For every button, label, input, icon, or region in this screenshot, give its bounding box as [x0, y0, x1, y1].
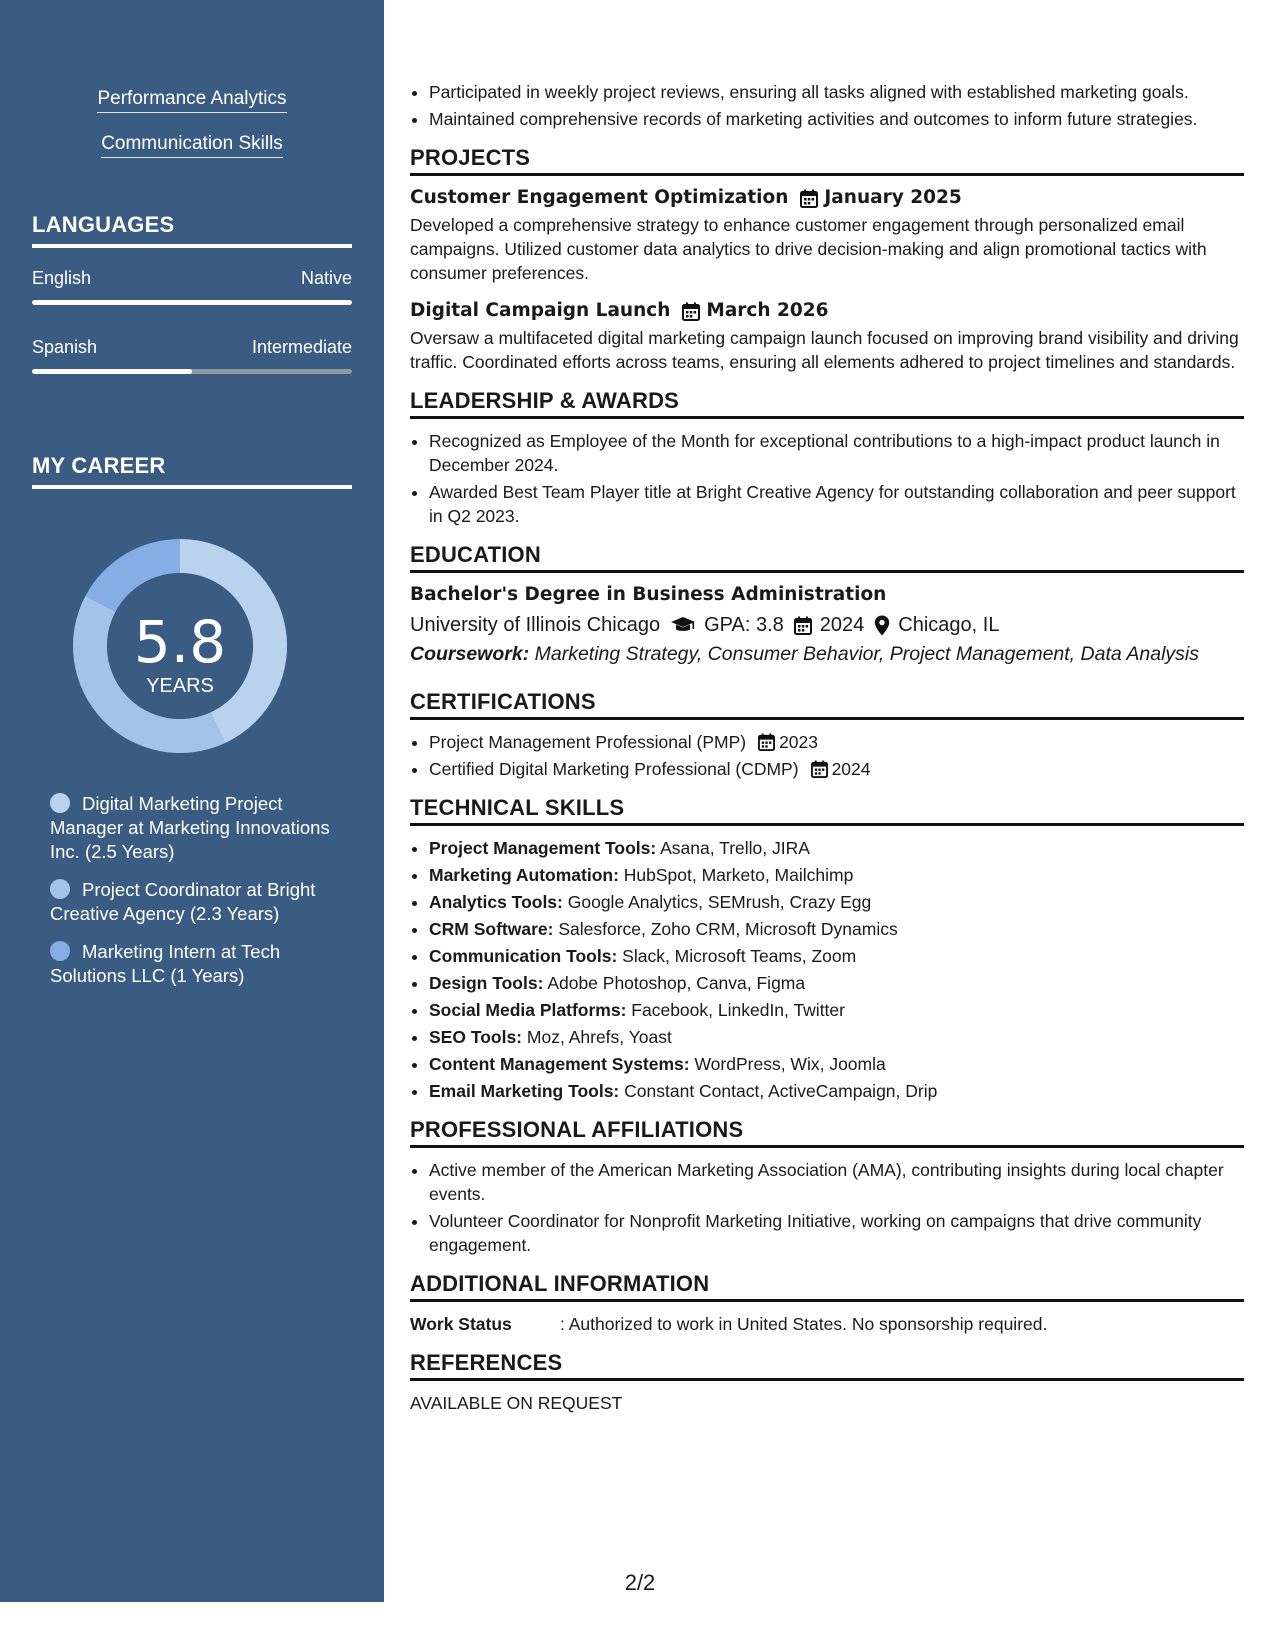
references-heading: REFERENCES [410, 1351, 1244, 1381]
career-item [50, 940, 350, 988]
career-item-text: Digital Marketing Project Manager at Marketing Innovations Inc. (2.5 Years) [50, 793, 330, 862]
career-item-text: Marketing Intern at Tech Solutions LLC (1 Years) [50, 941, 281, 986]
list-item: • Maintained comprehensive records of marketing activities and outcomes to inform future strategies. [429, 107, 1244, 131]
language-name: English [32, 268, 92, 288]
skill-values: Google Analytics, SEMrush, Crazy Egg [567, 892, 872, 912]
list-item [429, 998, 1244, 1022]
graduation-cap-icon [670, 616, 696, 634]
legend-dot-icon [50, 879, 70, 899]
skill-values: Constant Contact, ActiveCampaign, Drip [624, 1081, 938, 1101]
skill-category: Analytics Tools: [429, 892, 563, 912]
coursework [410, 642, 1244, 666]
project-item [410, 299, 1244, 374]
education-details [410, 610, 1244, 640]
language-bar-fill [32, 369, 192, 374]
list-item [429, 917, 1244, 941]
language-english-row [32, 268, 352, 289]
language-spanish-row [32, 337, 352, 358]
career-item [50, 878, 350, 926]
language-spanish-bar [32, 369, 352, 374]
skill-values: Asana, Trello, JIRA [660, 838, 810, 858]
list-item [429, 1025, 1244, 1049]
calendar-icon [794, 616, 812, 635]
list-item [429, 890, 1244, 914]
additional-info-heading: ADDITIONAL INFORMATION [410, 1272, 1244, 1302]
certification-year: 2023 [779, 732, 819, 752]
skill-values: HubSpot, Marketo, Mailchimp [623, 865, 854, 885]
page-number: 2/2 [624, 1570, 656, 1595]
skill-category: CRM Software: [429, 919, 554, 939]
skill-category: Content Management Systems: [429, 1054, 690, 1074]
list-item [429, 836, 1244, 860]
references-value: AVAILABLE ON REQUEST [410, 1393, 623, 1413]
skill-values: WordPress, Wix, Joomla [694, 1054, 886, 1074]
degree-title: Bachelor's Degree in Business Administration [410, 584, 887, 605]
project-name: Customer Engagement Optimization [410, 187, 789, 208]
list-item [429, 863, 1244, 887]
legend-dot-icon [50, 793, 70, 813]
language-level: Native [300, 268, 352, 288]
calendar-icon [758, 733, 775, 751]
skill-category: Marketing Automation: [429, 865, 619, 885]
list-item [429, 944, 1244, 968]
certification-name: • Project Management Professional (PMP) [429, 732, 747, 752]
skill-values: Moz, Ahrefs, Yoast [526, 1027, 672, 1047]
skill-communication[interactable]: Communication Skills [0, 133, 384, 155]
skill-category: SEO Tools: [429, 1027, 523, 1047]
skill-category: Design Tools: [429, 973, 544, 993]
language-name: Spanish [32, 337, 98, 357]
work-status-value: : Authorized to work in United States. No sponsorship required. [560, 1314, 1048, 1334]
project-date: January 2025 [824, 187, 962, 208]
career-list [50, 792, 350, 1002]
skill-category: Project Management Tools: [429, 838, 657, 858]
language-bar-fill [32, 300, 352, 305]
leadership-bullets [410, 429, 1244, 528]
list-item: • Active member of the American Marketing Association (AMA), contributing insights during local chapter events. [429, 1158, 1244, 1206]
skill-performance-analytics[interactable]: Performance Analytics [0, 88, 384, 110]
skill-values: Facebook, LinkedIn, Twitter [631, 1000, 845, 1020]
career-years-value: 5.8 [133, 608, 227, 676]
technical-skills-heading: TECHNICAL SKILLS [410, 796, 1244, 826]
education-heading: EDUCATION [410, 543, 1244, 573]
school-location: Chicago, IL [898, 614, 1000, 636]
work-status [410, 1312, 1244, 1336]
legend-dot-icon [50, 941, 70, 961]
calendar-icon [811, 760, 828, 778]
technical-skills-list [410, 836, 1244, 1103]
projects-heading: PROJECTS [410, 146, 1244, 176]
certifications-heading: CERTIFICATIONS [410, 690, 1244, 720]
skill-values: Adobe Photoshop, Canva, Figma [547, 973, 806, 993]
skill-category: Social Media Platforms: [429, 1000, 627, 1020]
language-english-bar [32, 300, 352, 305]
location-pin-icon [874, 615, 890, 636]
coursework-label: Coursework: [410, 643, 530, 665]
project-name: Digital Campaign Launch [410, 300, 671, 321]
career-years-label: YEARS [146, 675, 214, 697]
work-status-label: Work Status [410, 1314, 512, 1334]
list-item: • Volunteer Coordinator for Nonprofit Marketing Initiative, working on campaigns that drive community engagement. [429, 1209, 1244, 1257]
list-item: • Awarded Best Team Player title at Bright Creative Agency for outstanding collaboration and peer support in Q2 2023. [429, 480, 1244, 528]
list-item [429, 757, 1244, 781]
sidebar [0, 0, 384, 1602]
list-item [429, 1052, 1244, 1076]
project-description: Developed a comprehensive strategy to enhance customer engagement through personalized email campaigns. Utilized customer data analytics to drive decision-making and align promotional tactics with consumer preferences. [410, 215, 1207, 283]
calendar-icon [800, 189, 818, 208]
list-item [429, 730, 1244, 754]
skill-values: Slack, Microsoft Teams, Zoom [622, 946, 857, 966]
certification-year: 2024 [831, 759, 871, 779]
gpa: GPA: 3.8 [704, 614, 784, 636]
project-item [410, 186, 1244, 285]
career-item-text: Project Coordinator at Bright Creative Agency (2.3 Years) [50, 879, 316, 924]
certifications-list [410, 730, 1244, 781]
list-item: • Participated in weekly project reviews, ensuring all tasks aligned with established marketing goals. [429, 80, 1244, 104]
main-content [410, 0, 1244, 1602]
certification-name: • Certified Digital Marketing Professional (CDMP) [429, 759, 799, 779]
career-heading: MY CAREER [32, 453, 352, 489]
skill-category: Communication Tools: [429, 946, 618, 966]
languages-heading: LANGUAGES [32, 212, 352, 248]
affiliations-list [410, 1158, 1244, 1257]
language-level: Intermediate [251, 337, 352, 357]
coursework-list: Marketing Strategy, Consumer Behavior, Project Management, Data Analysis [534, 643, 1200, 665]
school-name: University of Illinois Chicago [410, 614, 661, 636]
experience-bullets [410, 80, 1244, 131]
career-donut-chart [66, 532, 294, 760]
project-date: March 2026 [706, 300, 829, 321]
project-description: Oversaw a multifaceted digital marketing campaign launch focused on improving brand visibility and driving traffic. Coordinated efforts across teams, ensuring all elements adhered to project timelines and standards. [410, 328, 1239, 372]
list-item [429, 1079, 1244, 1103]
list-item [429, 971, 1244, 995]
leadership-heading: LEADERSHIP & AWARDS [410, 389, 1244, 419]
list-item: • Recognized as Employee of the Month for exceptional contributions to a high-impact product launch in December 2024. [429, 429, 1244, 477]
career-item [50, 792, 350, 864]
skill-values: Salesforce, Zoho CRM, Microsoft Dynamics [558, 919, 898, 939]
affiliations-heading: PROFESSIONAL AFFILIATIONS [410, 1118, 1244, 1148]
skill-category: Email Marketing Tools: [429, 1081, 620, 1101]
calendar-icon [682, 302, 700, 321]
graduation-year: 2024 [819, 614, 865, 636]
